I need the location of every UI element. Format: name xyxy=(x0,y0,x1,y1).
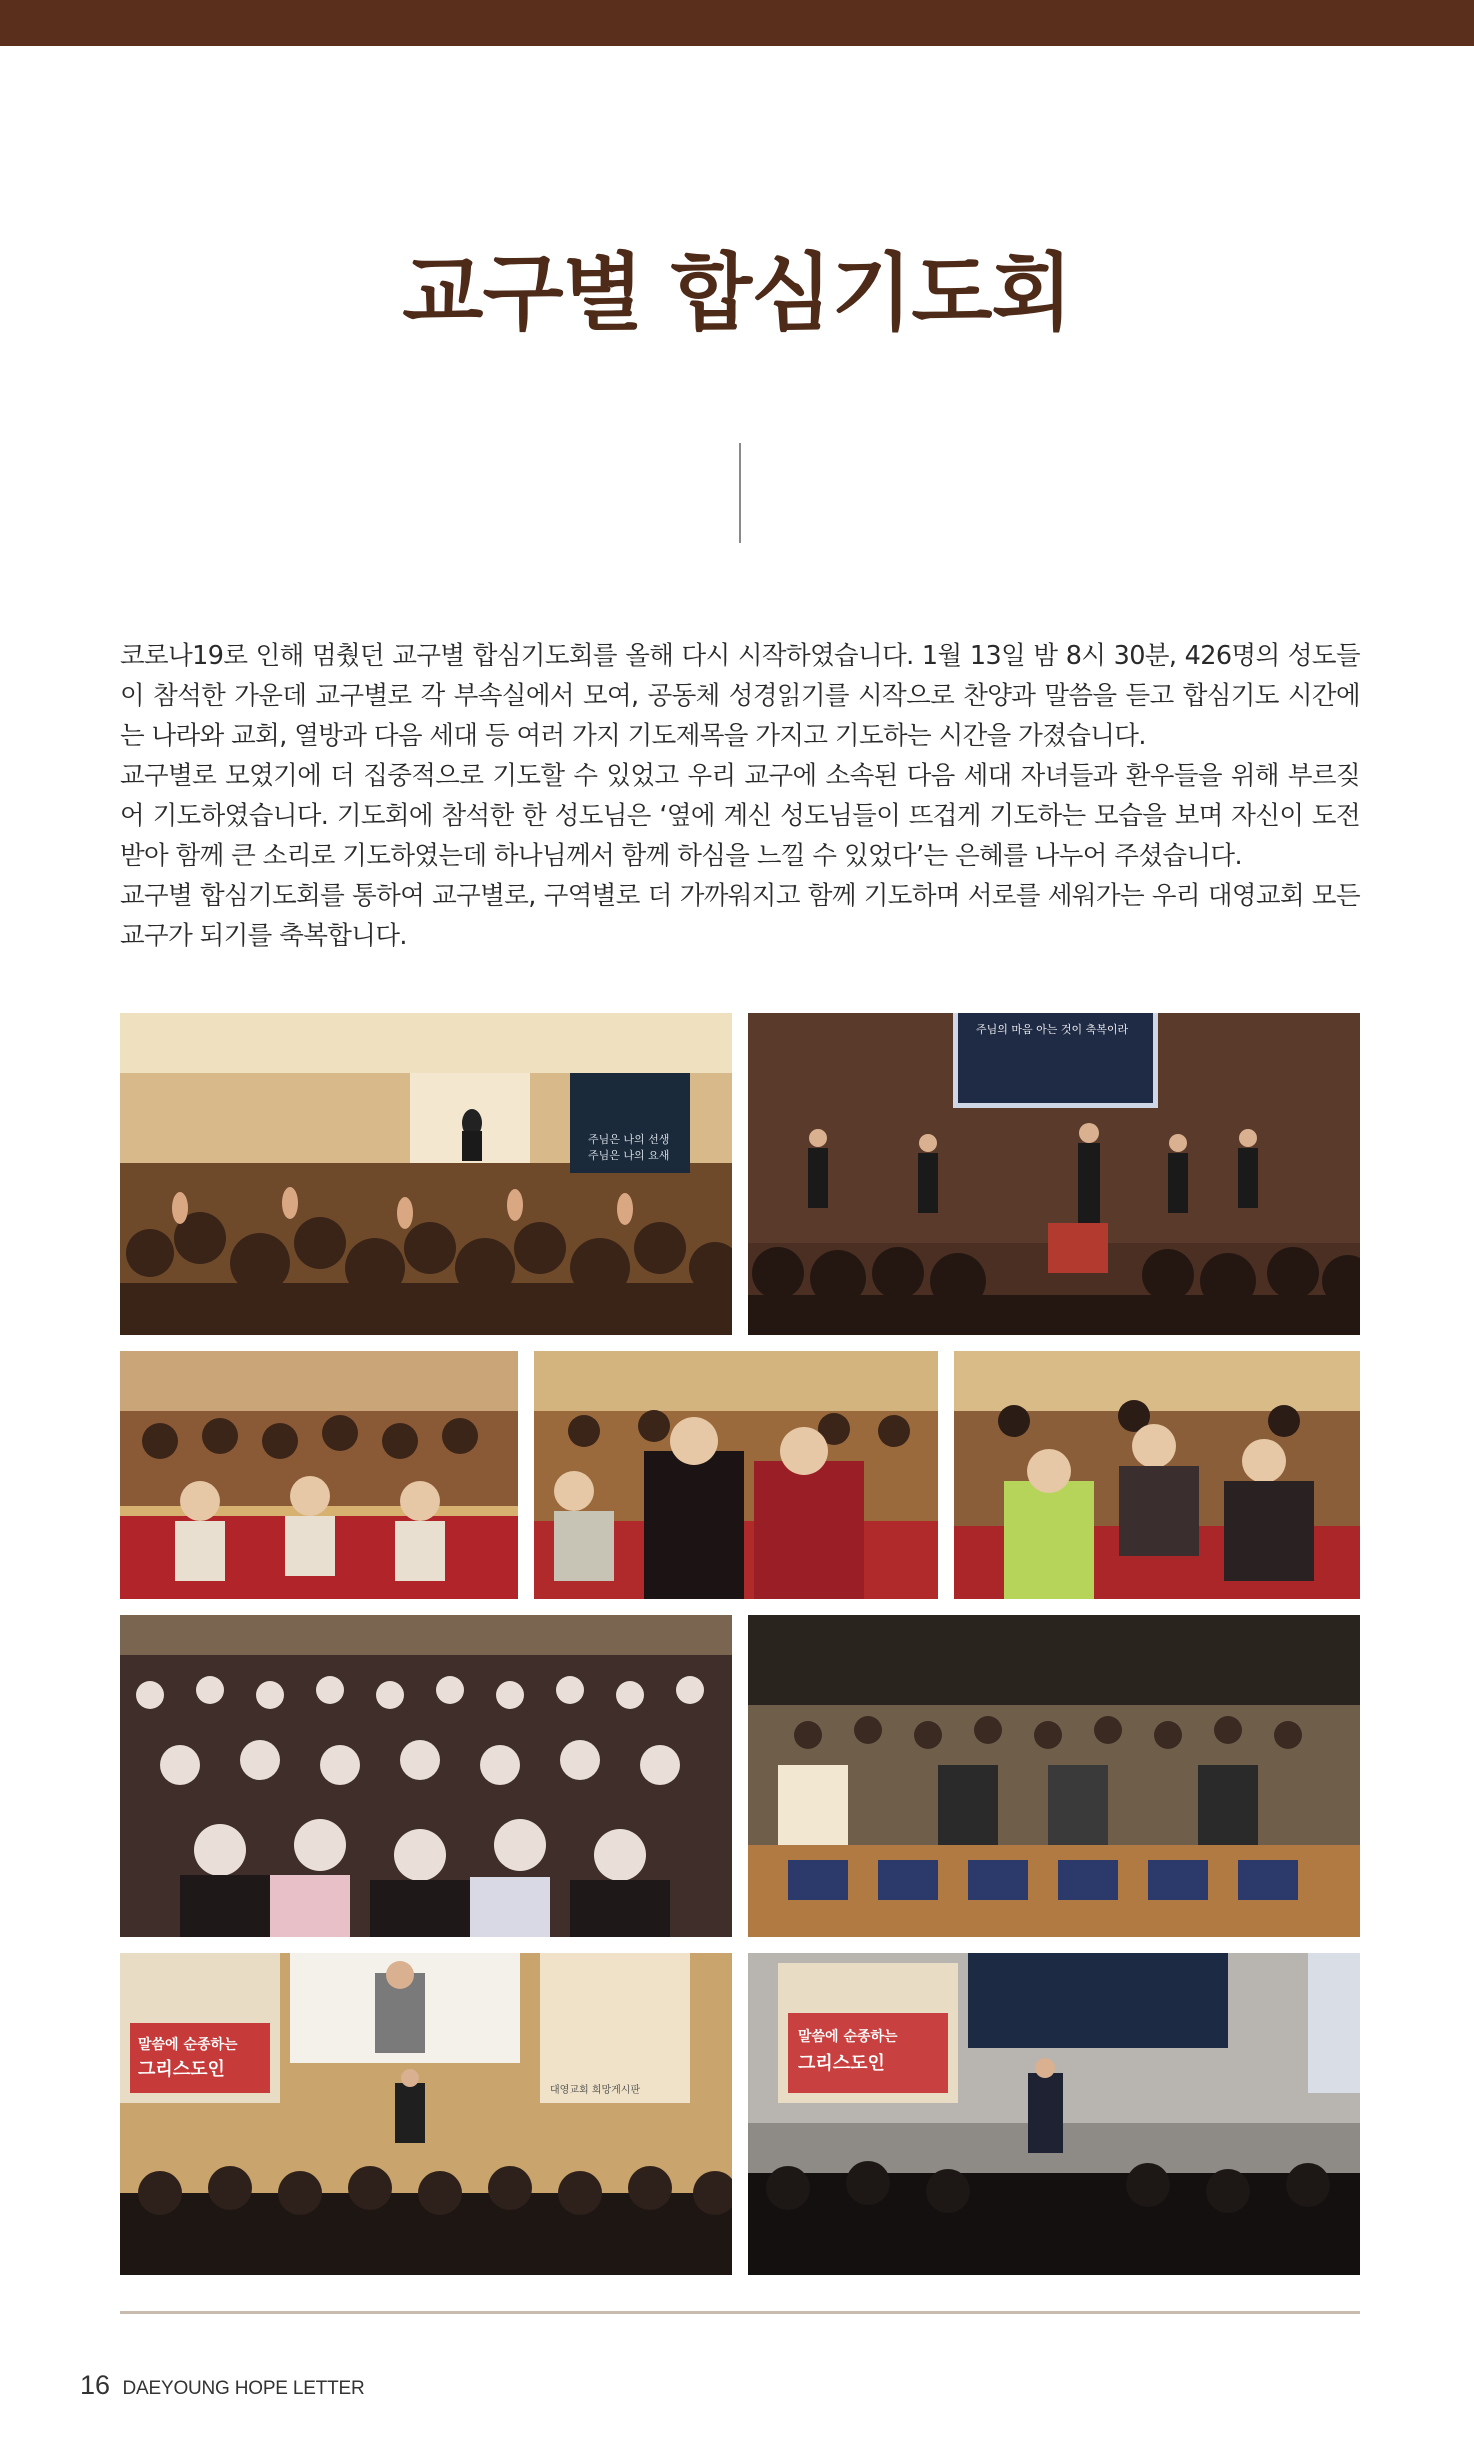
photo-crowd-clapping xyxy=(120,1615,732,1937)
title-divider xyxy=(739,443,741,543)
photo-sermon-right xyxy=(748,1953,1360,2275)
top-color-band xyxy=(0,0,1474,46)
photo-sanctuary-worship xyxy=(120,1013,732,1335)
article-body xyxy=(120,636,1360,956)
banner-left-line1: 말씀에 순종하는 xyxy=(138,2037,238,2053)
banner-right-line2: 그리스도인 xyxy=(798,2053,885,2074)
screen-text-1b: 주님은 나의 요새 xyxy=(588,1149,670,1162)
screen-text-1a: 주님은 나의 선생 xyxy=(588,1133,670,1146)
banner-left-line2: 그리스도인 xyxy=(138,2059,225,2080)
page-title: 교구별 합심기도회 xyxy=(402,244,1072,342)
photo-congregation-right xyxy=(954,1351,1360,1599)
publication-name: DAEYOUNG HOPE LETTER xyxy=(122,2378,365,2399)
banner-right-line1: 말씀에 순종하는 xyxy=(798,2029,898,2045)
article-paragraph-1: 코로나19로 인해 멈췄던 교구별 합심기도회를 올해 다시 시작하였습니다. 1월 13일 밤 8시 30분, 426명의 성도들이 참석한 가운데 교구별로 각 부속실에서 모여, 공동체 성경읽기를 시작으로 찬양과 말씀을 듣고 합심기도 시간에는 나라와 교회, 열방과 다음 세대 등 여러 가지 기도제목을 가지고 기도하는 시간을 가졌습니다. xyxy=(120,641,1360,751)
page-footer xyxy=(80,2370,365,2401)
board-label: 대영교회 희망게시판 xyxy=(550,2085,641,2096)
article-paragraph-3: 교구별 합심기도회를 통하여 교구별로, 구역별로 더 가까워지고 함께 기도하며 서로를 세워가는 우리 대영교회 모든 교구가 되기를 축복합니다. xyxy=(120,881,1360,951)
photo-praise-team xyxy=(748,1013,1360,1335)
photo-congregation-left xyxy=(120,1351,518,1599)
article-paragraph-2: 교구별로 모였기에 더 집중적으로 기도할 수 있었고 우리 교구에 소속된 다음 세대 자녀들과 환우들을 위해 부르짖어 기도하였습니다. 기도회에 참석한 한 성도님은 ‘옆에 계신 성도님들이 뜨겁게 기도하는 모습을 보며 자신이 도전 받아 함께 큰 소리로 기도하였는데 하나님께서 함께 하심을 느낄 수 있었다’는 은혜를 나누어 주셨습니다. xyxy=(120,761,1360,871)
screen-text-2: 주님의 마음 아는 것이 축복이라 xyxy=(976,1023,1129,1036)
page-number: 16 xyxy=(80,2370,111,2400)
photo-sermon-left xyxy=(120,1953,732,2275)
bottom-divider xyxy=(120,2311,1360,2314)
photo-hall-prayer xyxy=(748,1615,1360,1937)
photo-congregation-center xyxy=(534,1351,938,1599)
